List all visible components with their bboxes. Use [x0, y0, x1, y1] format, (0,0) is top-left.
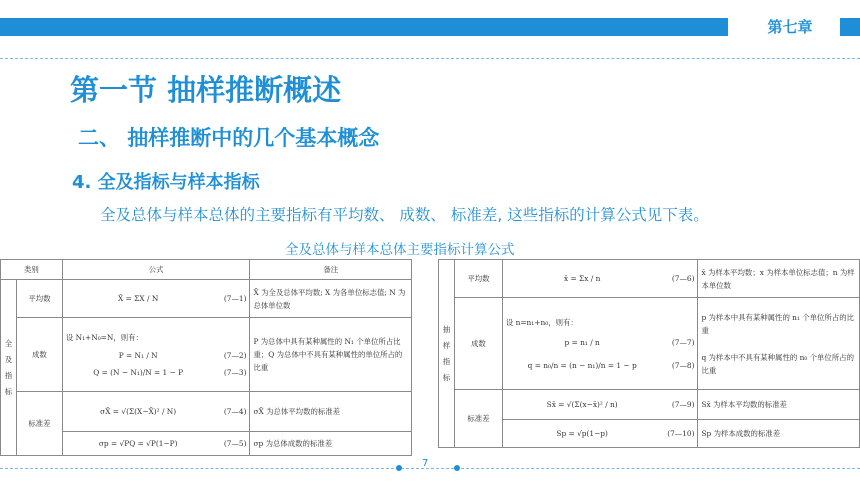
formula-number: (7—5): [223, 439, 247, 448]
group-label-text: 全及指标: [4, 338, 13, 396]
note-cell: x̄ 为样本平均数；x 为样本单位标志值；n 为样本单位数: [698, 260, 860, 298]
row-label: 成数: [454, 298, 502, 390]
formula: P = N₁ / N: [118, 351, 158, 360]
note-cell: Sx̄ 为样本平均数的标准差: [698, 390, 860, 420]
formula-number: (7—4): [223, 407, 247, 416]
note-line: q 为样本中不具有某种属性的 n₀ 个单位所占的比重: [701, 352, 854, 375]
formula-pre: 设 n=n₁+n₀，则有：: [505, 318, 578, 327]
formula: p = n₁ / n: [564, 338, 600, 347]
note-cell: σX̄ 为总体平均数的标准差: [250, 392, 412, 432]
page-subtitle: 二、 抽样推断中的几个基本概念: [78, 126, 380, 150]
formula: σX̄ = √(Σ(X−X̄)² / N): [100, 407, 177, 416]
footer-dot-right: [454, 465, 460, 471]
header-divider: [0, 58, 860, 59]
header-note: 备注: [250, 260, 412, 280]
formula-cell: [62, 432, 250, 456]
section-heading: 4. 全及指标与样本指标: [72, 172, 260, 193]
formula-cell: [62, 318, 250, 392]
note-cell: σp 为总体成数的标准差: [250, 432, 412, 456]
page-number: 7: [422, 458, 429, 469]
footer-divider: [0, 468, 860, 469]
table-caption: 全及总体与样本总体主要指标计算公式: [285, 242, 515, 258]
formula: x̄ = Σx / n: [563, 274, 601, 283]
formula-number: (7—7): [671, 338, 695, 347]
sample-indicator-table: [438, 259, 860, 448]
formula-number: (7—1): [223, 294, 247, 303]
formula-cell: [502, 390, 698, 420]
formula-number: (7—3): [223, 368, 247, 377]
row-label: 成数: [16, 318, 62, 392]
formula-number: (7—2): [223, 351, 247, 360]
formula: σp = √PQ = √P(1−P): [98, 439, 178, 448]
formula-number: (7—6): [671, 274, 695, 283]
chapter-label: 第七章: [767, 18, 813, 36]
formula: Sx̄ = √(Σ(x−x̄)² / n): [546, 400, 618, 409]
header-bar-end: [840, 18, 860, 36]
population-indicator-table: [0, 259, 412, 456]
header-bar: [0, 18, 728, 36]
note-cell: Sp 为样本成数的标准差: [698, 420, 860, 448]
row-label: 平均数: [16, 280, 62, 318]
page-title: 第一节 抽样推断概述: [70, 73, 342, 107]
formula-number: (7—8): [671, 361, 695, 370]
note-cell: [698, 298, 860, 390]
note-cell: X̄ 为全及总体平均数; X 为各单位标志值; N 为总体单位数: [250, 280, 412, 318]
footer-dot-left: [396, 465, 402, 471]
formula-cell: [62, 280, 250, 318]
body-text: 全及总体与样本总体的主要指标有平均数、 成数、 标准差, 这些指标的计算公式见下表。: [100, 206, 709, 224]
note-cell: P 为总体中具有某种属性的 N₁ 个单位所占比重；Q 为总体中不具有某种属性的单位所占的比重: [250, 318, 412, 392]
note-line: p 为样本中具有某种属性的 n₁ 个单位所占的比重: [701, 312, 854, 335]
formula-number: (7—9): [671, 400, 695, 409]
group-label: [1, 280, 17, 456]
group-label-text: 抽样指标: [442, 324, 451, 382]
header-category: 类别: [1, 260, 63, 280]
formula: X̄ = ΣX / N: [118, 294, 159, 303]
formula-cell: [502, 298, 698, 390]
formula-number: (7—10): [667, 429, 695, 438]
row-label: 标准差: [454, 390, 502, 448]
formula-cell: [502, 260, 698, 298]
row-label: 平均数: [454, 260, 502, 298]
formula-pre: 设 N₁+N₀=N，则有：: [65, 333, 143, 342]
formula-cell: [62, 392, 250, 432]
formula: Sp = √p(1−p): [556, 429, 608, 438]
formula-cell: [502, 420, 698, 448]
header-formula: 公式: [62, 260, 250, 280]
formula: q = n₀/n = (n − n₁)/n = 1 − p: [527, 361, 637, 370]
row-label: 标准差: [16, 392, 62, 456]
group-label: [439, 260, 455, 448]
formula: Q = (N − N₁)/N = 1 − P: [93, 368, 184, 377]
